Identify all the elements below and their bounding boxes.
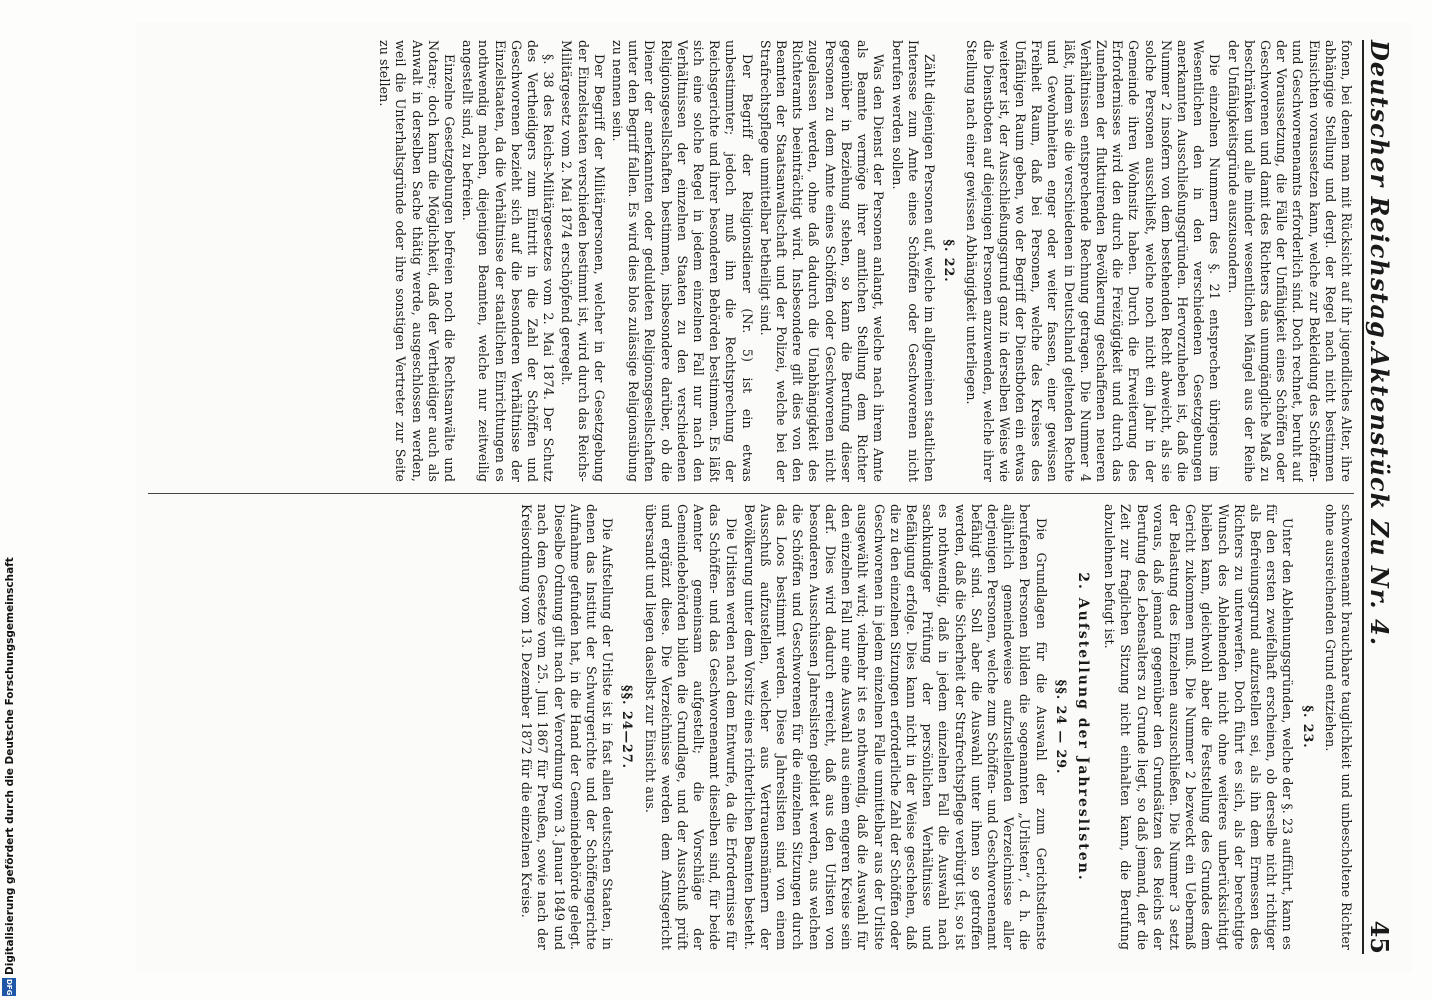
paragraph: §. 38 des Reichs-Militärgesetzes vom 2. Mai 1874. Der Schutz des Vertheidigers zum Eintritt in die Zahl der Schöffen und Geschworenen bezieht sich auf die besonderen Verhältnisse der Einzelstaaten, da die Verhältnisse der staatlichen Einrichtungen es nothwendig machen, diejenigen Beamten, welche nur zeitweilig angestellt sind, zu befreien. bbox=[460, 40, 557, 482]
paragraph: Der Begriff der Religionsdiener (Nr. 5) ist ein etwas unbestimmter; jedoch muß ihn die Rechtsprechung der Reichsgerichte und ihrer besonderen Behörden bestimmen. Es läßt sich eine solche Regel in jedem einzelnen Fall nur nach den Verhältnissen der einzelnen Staaten zu den verschiedenen Religionsgesellschaften bestimmen, insbesondere darüber, ob die Diener der anerkannten oder geduldeten Religionsgesellschaften unter den Begriff fallen. Es wird dies blos zulässige Religionsübung zu nennen sein. bbox=[610, 40, 755, 482]
credit-text: Digitalisierung gefördert durch die Deutsche Forschungsgemeinschaft bbox=[4, 557, 16, 975]
header-center-title: Aktenstück Zu Nr. 4. bbox=[1365, 347, 1394, 647]
digitization-credit bbox=[3, 0, 17, 1000]
paragraph: fonen, bei denen man mit Rücksicht auf ihr jugendliches Alter, ihre abhängige Stellung und dergl. der Regel nach nicht bestimmen Einsichten voraussetzen kann, welche zur Bekleidung des Schöffen- und Geschworenenamts erforderlich sind. Doch rechnet, beruht auf der Voraussetzung, die Fälle der Unfähigkeit eines Schöffen oder Geschworenen und damit des Richters das unumgängliche Maß zu beschränken und alle minder wesentlichen Mängel aus der Reihe der Unfähigkeitsgründe auszusondern. bbox=[1225, 40, 1354, 482]
section-heading: §§. 24 — 29. bbox=[1053, 679, 1069, 775]
header-left-title: Deutscher Reichstag. bbox=[1365, 40, 1394, 349]
paragraph: Was den Dienst der Personen anlangt, welche nach ihrem Amte als Beamte vermöge ihrer amtlichen Stellung dem Richter gegenüber in Beziehung stehen, so kann die Berufung dieser Personen zu dem Amte eines Schöffen oder Geschworenen nicht zugelassen werden, ohne daß dadurch die Unabhängigkeit des Richteramts beeinträchtigt wird. Insbesondere gilt dies von den Beamten der Staatsanwaltschaft und der Polizei, welche bei der Strafrechtspflege unmittelbar betheiligt sind. bbox=[757, 40, 887, 482]
paragraph: Die einzelnen Nummern des §. 21 entsprechen übrigens im Wesentlichen den in den verschiedenen Gesetzgebungen anerkannten Ausschließungsgründen. Hervorzuheben ist, daß die Nummer 2 insofern von dem bestehenden Recht abweicht, als sie solche Personen ausschließt, welche noch nicht ein Jahr in der Gemeinde ihren Wohnsitz haben. Durch die Erweiterung des Erfordernisses wird den durch die Freizügigkeit und durch das Zunehmen der fluktuirenden Bevölkerung geschaffenen neueren Verhältnissen entsprechende Rechnung getragen. Die Nummer 4 läßt, indem sie die verschiedenen in Deutschland geltenden Rechte und Gewohnheiten enger oder weiter fassen, einer gewissen Freiheit Raum, daß bei Personen, welche des Kreises des Unfähigen Raum geben, wo der Begriff der Dienstboten ein etwas weiterer ist, der Ausschließungsgrund ganz in derselben Weise wie die Dienstboten auf diejenigen Personen anzuwenden, welche ihrer Stellung nach einer gewissen Abhängigkeit unterliegen. bbox=[964, 40, 1223, 482]
paragraph: Die Grundlagen für die Auswahl der zum Gerichtsdienste berufenen Personen bilden die sogenannten „Urlisten“, d. h. die alljährlich gemeindeweise aufzustellenden Verzeichnisse aller derjenigen Personen, welche zum Schöffen- und Geschworenenamt befähigt sind. Soll aber die Auswahl unter ihnen so getroffen werden, daß die Sicherheit der Strafrechtspflege verbürgt ist, so ist es nothwendig, daß in jedem einzelnen Fall die Auswahl nach sachkundiger Prüfung der persönlichen Verhältnisse und Befähigung erfolge. Dies kann nicht in der Weise geschehen, daß die zu den einzelnen Sitzungen erforderliche Zahl der Schöffen oder Geschworenen in jedem einzelnen Falle unmittelbar aus der Urliste ausgewählt wird; vielmehr ist es nothwendig, daß die Auswahl für den einzelnen Fall nur eine Auswahl aus einem engeren Kreise sein darf. Dies wird dadurch erreicht, daß aus den Urlisten von besonderen Ausschüssen Jahreslisten gebildet werden, aus welchen die Schöffen und Geschworenen für die einzelnen Sitzungen durch das Loos bestimmt werden. Diese Jahreslisten sind von einem Ausschuß aufzustellen, welcher aus Vertrauensmännern der Bevölkerung unter dem Vorsitz eines richterlichen Beamten besteht. bbox=[741, 504, 1049, 950]
dfg-logo: DFG bbox=[2, 978, 16, 996]
right-column bbox=[148, 504, 1354, 950]
paragraph: schworenenamt brauchbare tauglichkeit und unbescholtene Richter ohne ausreichenden Grund entziehen. bbox=[1322, 504, 1354, 950]
left-column bbox=[148, 40, 1354, 482]
section-heading: §. 22. bbox=[942, 239, 958, 283]
paragraph: Einzelne Gesetzgebungen befreien noch die Rechtsanwälte und Notare; doch kann die Möglichkeit, daß der Vertheidiger auch als Anwalt in derselben Sache thätig werde, ausgeschlossen werden, weil die Unterhaltsgründe oder ihre sonstigen Vertreter zur Seite zu stellen. bbox=[377, 40, 458, 482]
column-divider bbox=[148, 493, 1354, 494]
scanned-page bbox=[136, 22, 1412, 972]
chapter-heading: 2. Aufstellung der Jahreslisten. bbox=[1074, 572, 1091, 882]
section-heading: §. 23. bbox=[1300, 705, 1316, 749]
section-heading: §§. 24—27. bbox=[620, 685, 636, 769]
page-number: 45 bbox=[1365, 920, 1394, 954]
page-header bbox=[1362, 40, 1394, 954]
paragraph: Die Urlisten werden nach dem Entwurfe, da die Erfordernisse für das Schöffen- und das Geschworenenamt dieselben sind, für beide Aemter gemeinsam aufgestellt; die Vorschläge der Gemeindebehörden bilden die Grundlage, und der Ausschuß prüft und ergänzt diese. Die Verzeichnisse werden dem Amtsgericht übersandt und liegen daselbst zur Einsicht aus. bbox=[642, 504, 739, 950]
paragraph: Der Begriff der Militärpersonen, welcher in der Gesetzgebung der Einzelstaaten verschieden bestimmt ist, wird durch das Reichs-Militärgesetz vom 2. Mai 1874 erschöpfend geregelt. bbox=[559, 40, 607, 482]
page-content-rotated bbox=[136, 22, 1412, 972]
paragraph: Unter den Ablehnungsgründen, welche der §. 23 aufführt, kann es für den ersten zweifelhaft erscheinen, ob derselbe nicht richtiger als Befreiungsgrund aufzustellen sei, als ihn dem Ermessen des Richters zu unterwerfen. Doch führt es sich, als der berechtigte Wunsch des Ablehnenden nicht ohne weiteres unberücksichtigt bleiben kann, gleichwohl aber die Feststellung des Grundes dem Gericht zukommen muß. Die Nummer 2 bezweckt ein Uebermaß der Belastung des Einzelnen auszuschließen. Die Nummer 3 setzt voraus, daß jemand gegenüber den Grundsätzen des Reichs der Berufung des Lebensalters zu Grunde liegt, so daß jemand, der die Zeit zur fraglichen Sitzung nicht einhalten kann, die Berufung abzulehnen befugt ist. bbox=[1102, 504, 1296, 950]
paragraph: Zählt diejenigen Personen auf, welche im allgemeinen staatlichen Interesse zum Amte eines Schöffen oder Geschworenen nicht berufen werden sollen. bbox=[889, 40, 937, 482]
paragraph: Die Aufstellung der Urliste ist in fast allen deutschen Staaten, in denen das Institut der Schwurgerichte und der Schöffengerichte Aufnahme gefunden hat, in die Hand der Gemeindebehörde gelegt. Dieselbe Ordnung gilt nach der Verordnung vom 3. Januar 1849 und nach dem Gesetze vom 25. Juni 1867 für Preußen, sowie nach der Kreisordnung vom 13. Dezember 1872 für die einzelnen Kreise. bbox=[519, 504, 616, 950]
